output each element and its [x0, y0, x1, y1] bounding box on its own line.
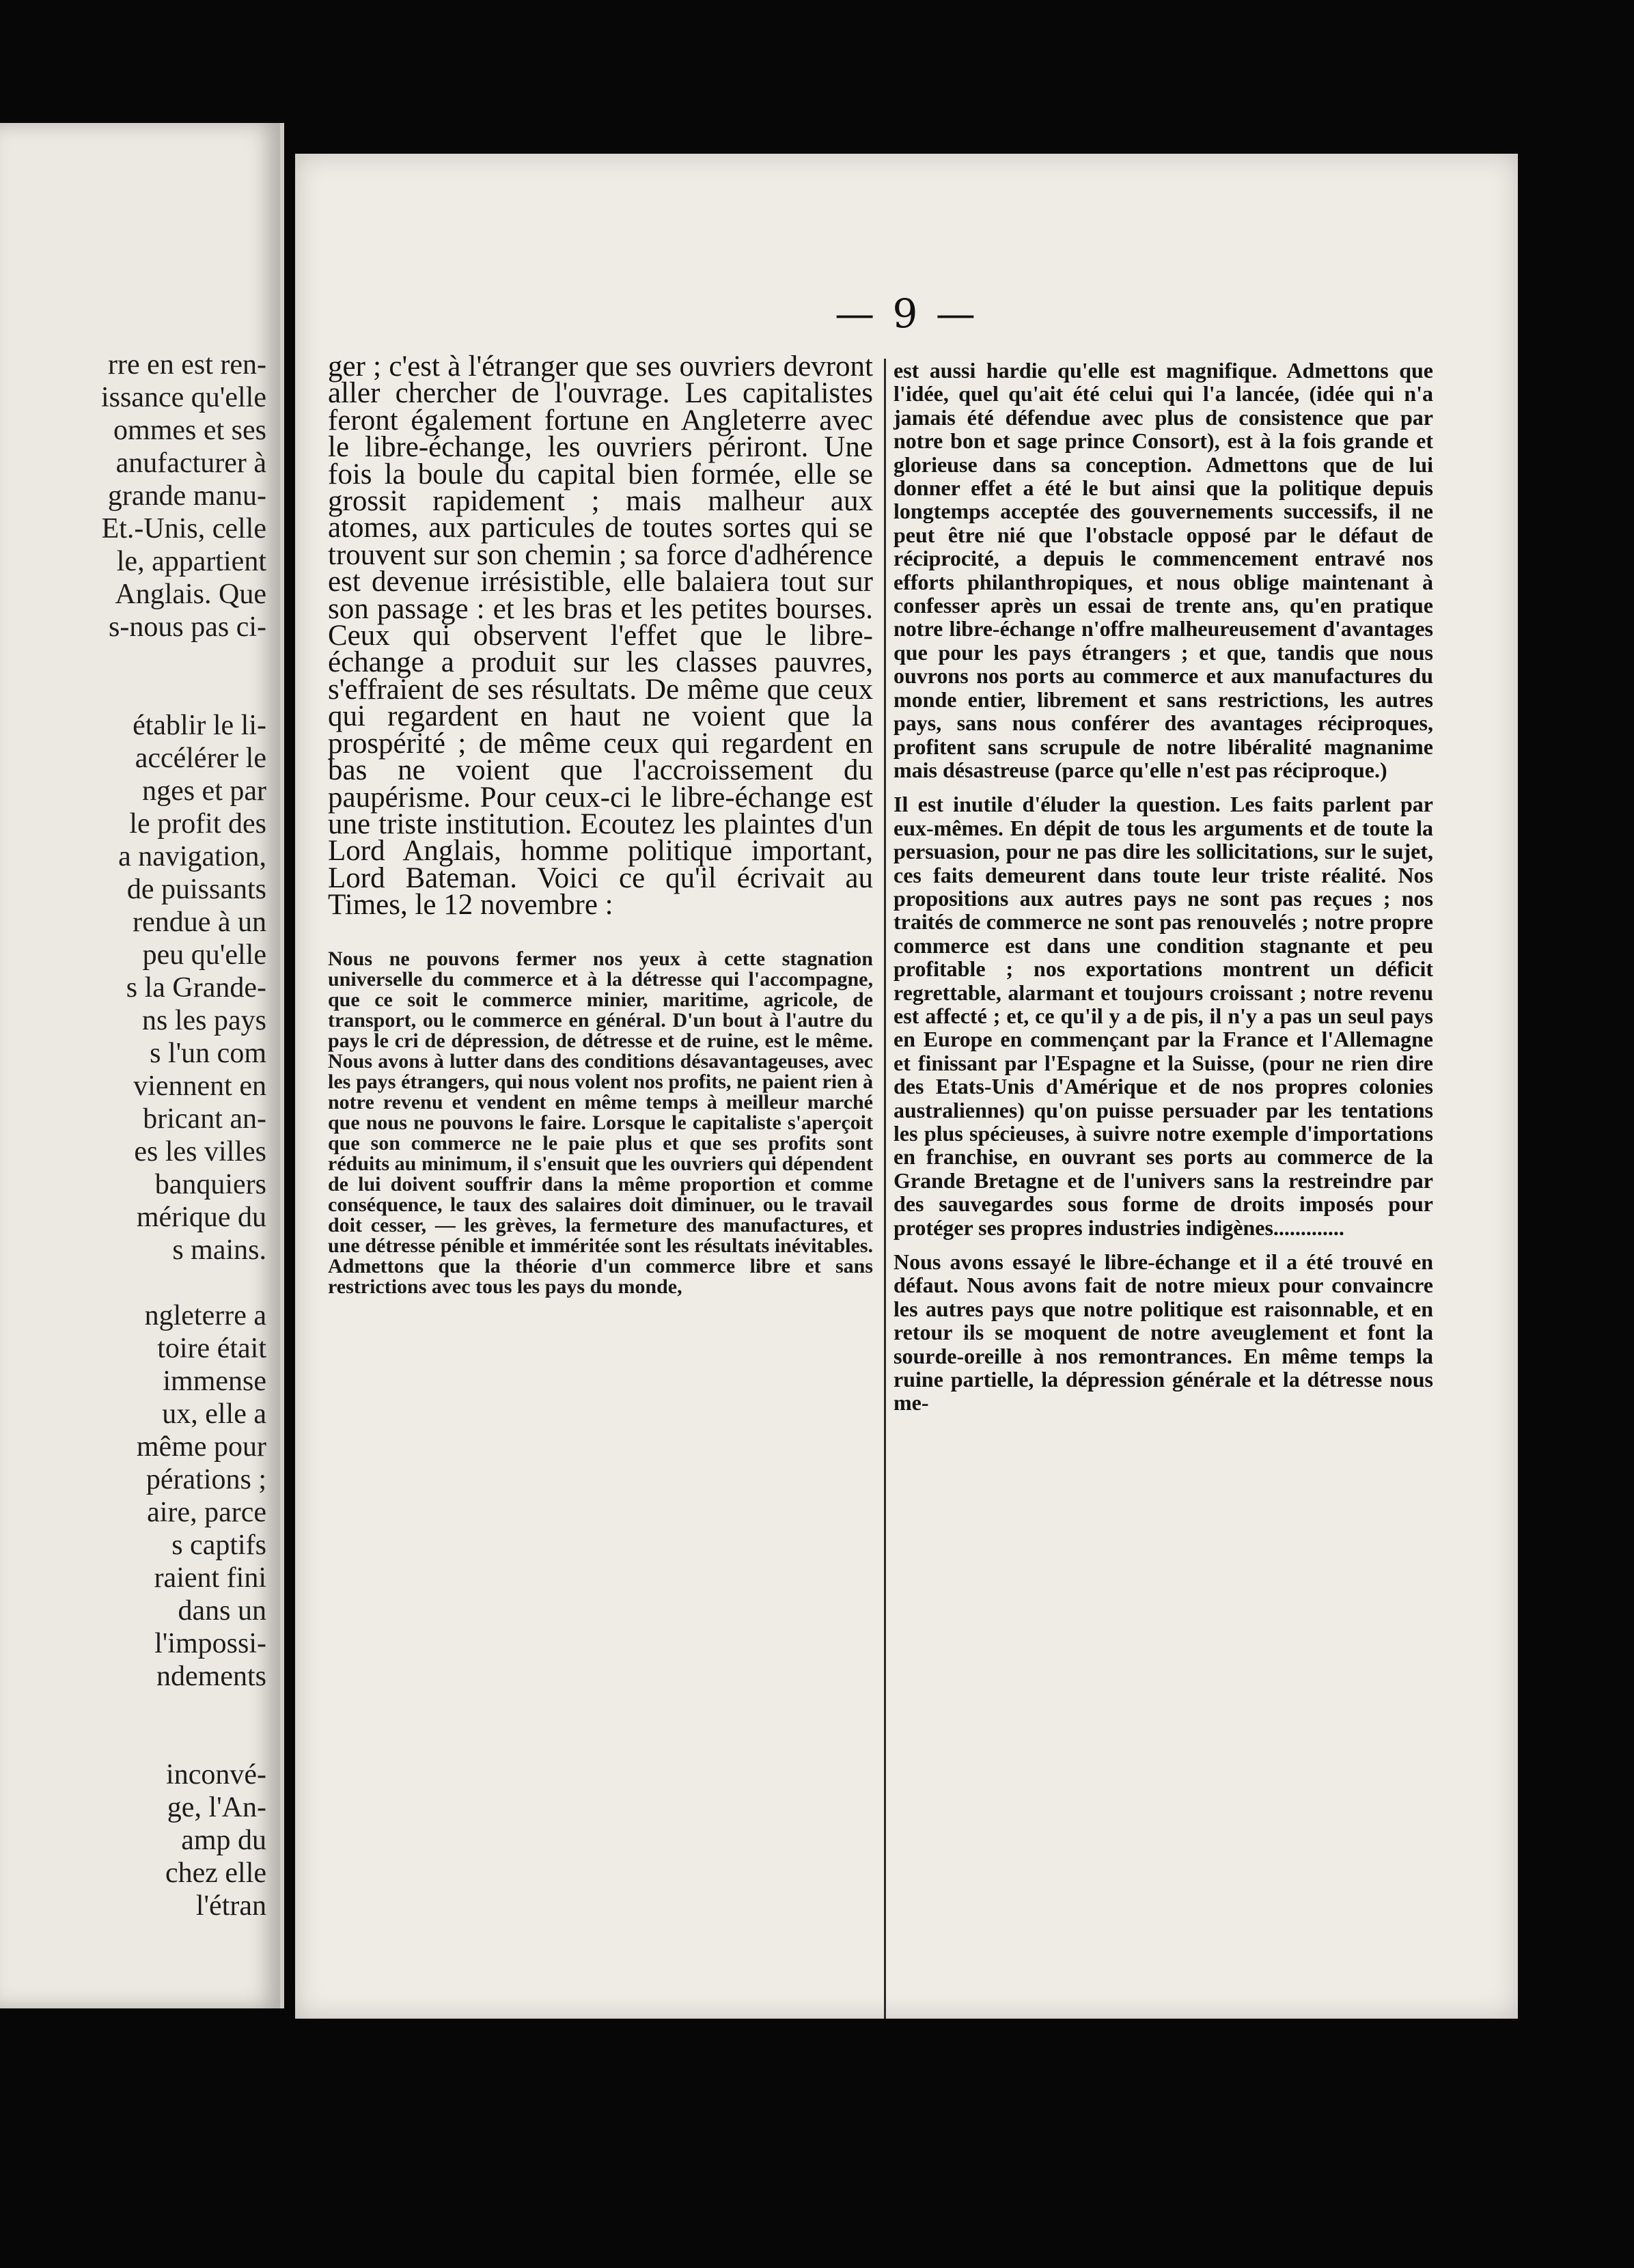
left-page-line: [0, 644, 266, 676]
left-page-line: banquiers: [154, 1169, 266, 1200]
left-page-line: pérations ;: [146, 1464, 266, 1495]
left-page-line: ns les pays: [142, 1005, 266, 1036]
right-column-paragraph-2: Il est inutile d'éluder la question. Les faits parlent par eux-mêmes. En dépit de tous les arguments et de toute la persuasion, pour ne pas dire les sollicitations, sur le sujet, ces faits demeurent dans toute leur triste réalité. Nos propositions aux autres pays ne sont pas reçues ; nos traités de commerce ne sont pas renouvelés ; notre propre commerce est dans une condition stagnante et peu profitable ; nos exportations montrent un déficit regrettable, alarmant et toujours croissant ; notre revenu est affecté ; et, ce qu'il y a de pis, il n'y a pas un seul pays en Europe en commençant par la France et l'Allemagne et finissant par l'Espagne et la Suisse, (pour ne rien dire des Etats-Unis d'Amérique et de nos propres colonies australiennes) qu'on puisse persuader par les tentations les plus spécieuses, à suivre notre exemple d'importations en franchise, en ouvrant ses ports au commerce de la Grande Bretagne et de l'univers sans la restreindre par des sauvegardes sous forme de droits imposés pour protéger ses propres industries indigènes.............: [894, 792, 1433, 1240]
left-page-line: issance qu'elle: [101, 382, 266, 413]
left-page-line: accélérer le: [135, 743, 266, 774]
left-page-text: [0, 348, 266, 1922]
left-page-line: raient fini: [154, 1562, 266, 1594]
left-page-line: toire était: [157, 1333, 266, 1364]
left-page-line: anufacturer à: [115, 447, 266, 479]
quoted-letter-start: Nous ne pouvons fermer nos yeux à cette stagnation universelle du commerce et à la détresse qui l'accompagne, que ce soit le commerce minier, maritime, agricole, de transport, ou le commerce en général. D'un bout à l'autre du pays le cri de dépression, de détresse et de ruine, est le même. Nous avons à lutter dans des conditions désavantageuses, avec les pays étrangers, qui nous volent nos profits, ne paient rien à notre revenu et vendent en même temps à meilleur marché que nous ne pouvons le faire. Lorsque le capitaliste s'aperçoit que son commerce ne le paie plus et que ses profits sont réduits au minimum, il s'ensuit que les ouvriers qui dépendent de lui doivent souffrir dans la même proportion et comme conséquence, le taux des salaires doit diminuer, ou le travail doit cesser, — les grèves, la fermeture des manufactures, et une détresse pénible et imméritée sont les résultats inévitables. Admettons que la théorie d'un commerce libre et sans restrictions avec tous les pays du monde,: [328, 947, 873, 1298]
left-column-body: ger ; c'est à l'étranger que ses ouvriers devront aller chercher de l'ouvrage. Les capitalistes feront également fortune en Angleterre avec le libre-échange, les ouvriers périront. Une fois la boule du capital bien formée, elle se grossit rapidement ; mais malheur aux atomes, aux particules de toutes sortes qui se trouvent sur son chemin ; sa force d'adhérence est devenue irrésistible, elle balaiera tout sur son passage : et les bras et les petites bourses. Ceux qui observent l'effet que le libre-échange a produit sur les classes pauvres, s'effraient de ses résultats. De même que ceux qui regardent en haut ne voient que la prospérité ; de même ceux qui regardent en bas ne voient que l'accroissement du paupérisme. Pour ceux-ci le libre-échange est une triste institution. Ecoutez les plaintes d'un Lord Anglais, homme politique important, Lord Bateman. Voici ce qu'il écrivait au Times, le 12 novembre :: [328, 350, 873, 922]
column-divider: [884, 359, 886, 2019]
left-page-line: établir le li-: [133, 710, 266, 741]
left-page-line: [0, 1267, 266, 1299]
left-page-fragment: [0, 123, 284, 2008]
left-page-line: [0, 1726, 266, 1758]
left-page-line: mérique du: [136, 1202, 266, 1233]
left-page-line: viennent en: [133, 1070, 266, 1102]
left-page-line: rre en est ren-: [107, 349, 266, 381]
left-page-line: ommes et ses: [113, 415, 266, 446]
left-page-line: [0, 1693, 266, 1726]
left-page-line: ge, l'An-: [167, 1792, 266, 1823]
right-column: [894, 359, 1433, 1415]
left-page-line: l'étran: [195, 1890, 266, 1922]
main-page: [295, 154, 1518, 2019]
left-page-line: es les villes: [134, 1136, 266, 1167]
page-number: — 9 —: [835, 290, 978, 337]
right-column-paragraph-1: est aussi hardie qu'elle est magnifique. Admettons que l'idée, quel qu'ait été celui qui l'a lancée, (idée qui n'a jamais été défendue avec plus de consistence que par notre bon et sage prince Consort), est à la fois grande et glorieuse dans sa conception. Admettons que de lui donner effet a été le but ainsi que la politique depuis longtemps acceptée des gouvernements successifs, il ne peut être nié que l'obstacle opposé par le défaut de réciprocité, a depuis le commencement entravé nos efforts philanthropiques, et nous oblige maintenant à confesser après un essai de trente ans, qu'en pratique notre libre-échange n'offre malheureusement d'avantages que pour les pays étrangers ; et que, tandis que nous ouvrons nos ports au commerce et aux manufactures du monde entier, librement et sans restrictions, les autres pays, sans nous conférer des avantages réciproques, profitent sans scrupule de notre libéralité magnanime mais désastreuse (parce qu'elle n'est pas réciproque.): [894, 358, 1433, 782]
left-page-line: ngleterre a: [144, 1300, 266, 1331]
left-page-line: ux, elle a: [162, 1398, 266, 1430]
left-page-line: immense: [163, 1366, 266, 1397]
left-page-line: peu qu'elle: [142, 939, 266, 971]
left-page-line: s mains.: [172, 1234, 266, 1266]
left-page-line: s-nous pas ci-: [109, 611, 266, 643]
left-page-line: dans un: [178, 1595, 266, 1627]
left-page-line: aire, parce: [147, 1497, 266, 1528]
left-page-line: rendue à un: [133, 907, 266, 938]
left-page-line: [0, 676, 266, 709]
left-page-line: a navigation,: [118, 841, 266, 872]
left-page-line: s captifs: [171, 1530, 266, 1561]
left-page-line: s l'un com: [150, 1038, 266, 1069]
left-page-line: inconvé-: [166, 1759, 266, 1790]
left-page-line: grande manu-: [107, 480, 266, 512]
left-page-line: le profit des: [129, 808, 266, 840]
left-page-line: bricant an-: [143, 1103, 266, 1135]
left-column: [328, 350, 873, 1318]
left-page-line: Et.-Unis, celle: [101, 513, 266, 544]
left-page-line: Anglais. Que: [115, 579, 266, 610]
left-page-line: de puissants: [126, 874, 266, 905]
left-page-line: même pour: [136, 1431, 266, 1463]
left-page-line: nges et par: [142, 775, 266, 807]
left-page-line: amp du: [181, 1825, 266, 1856]
left-page-line: l'impossi-: [154, 1628, 266, 1659]
left-page-line: chez elle: [165, 1857, 266, 1889]
left-page-line: s la Grande-: [126, 972, 266, 1004]
right-column-paragraph-3: Nous avons essayé le libre-échange et il a été trouvé en défaut. Nous avons fait de notre mieux pour convaincre les autres pays que notre politique est raisonnable, et en retour ils se moquent de notre aveuglement et font la sourde-oreille à nos remontrances. En même temps la ruine partielle, la dépression générale et la détresse nous me-: [894, 1249, 1433, 1415]
left-page-line: ndements: [156, 1661, 266, 1692]
left-page-line: le, appartient: [116, 546, 266, 577]
